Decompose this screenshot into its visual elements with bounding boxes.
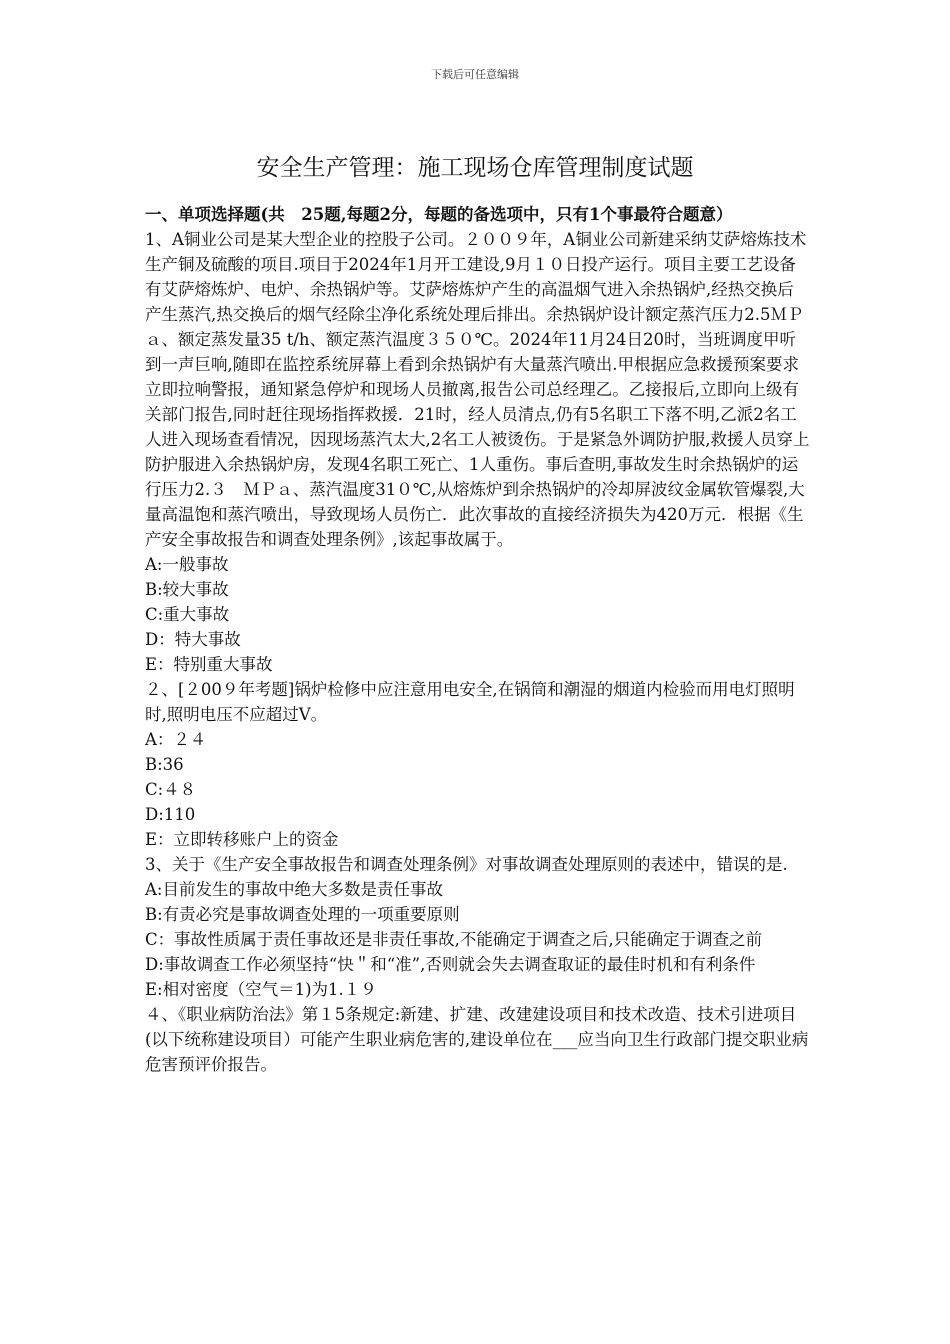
question-1-option-a: A:一般事故 bbox=[145, 555, 229, 574]
section-heading: 一、单项选择题(共 25题,每题2分，每题的备选项中，只有1个事最符合题意） bbox=[145, 205, 733, 224]
question-2-option-d: D:110 bbox=[145, 805, 196, 824]
question-1-option-c: C:重大事故 bbox=[145, 605, 230, 624]
question-2-option-c: C:４８ bbox=[145, 780, 197, 799]
question-1-option-e: E：特别重大事故 bbox=[145, 655, 273, 674]
question-2-option-b: B:36 bbox=[145, 755, 184, 774]
question-3-option-b: B:有责必究是事故调查处理的一项重要原则 bbox=[145, 905, 460, 924]
question-2-stem: ２、[２00９年考题]锅炉检修中应注意用电安全,在锅筒和潮湿的烟道内检验而用电灯照明时,照明电压不应超过V。 bbox=[145, 680, 795, 724]
question-3-stem: 3、关于《生产安全事故报告和调查处理条例》对事故调查处理原则的表述中，错误的是. bbox=[145, 855, 788, 874]
question-1-option-d: D：特大事故 bbox=[145, 630, 241, 649]
question-2-option-e: E：立即转移账户上的资金 bbox=[145, 830, 339, 849]
question-3-option-d: D:事故调查工作必须坚持“快＂和“准”,否则就会失去调查取证的最佳时机和有利条件 bbox=[145, 955, 756, 974]
document-body bbox=[145, 202, 810, 1077]
question-2-option-a: A：２４ bbox=[145, 730, 207, 749]
question-1-stem: 1、A铜业公司是某大型企业的控股子公司。２００９年，A铜业公司新建采纳艾萨熔炼技术生产铜及硫酸的项目.项目于2024年1月开工建设,9月１０日投产运行。项目主要工艺设备有艾萨熔炼炉、电炉、余热锅炉等。艾萨熔炼炉产生的高温烟气进入余热锅炉,经热交换后产生蒸汽,热交换后的烟气经除尘净化系统处理后排出。余热锅炉设计额定蒸汽压力2.5ＭＰａ、额定蒸发量35 t/h、额定蒸汽温度３５０℃。2024年11月24日20时，当班调度甲听到一声巨响,随即在监控系统屏幕上看到余热锅炉有大量蒸汽喷出.甲根据应急救援预案要求立即拉响警报，通知紧急停炉和现场人员撤离,报告公司总经理乙。乙接报后,立即向上级有关部门报告,同时赶往现场指挥救援．21时，经人员清点,仍有5名职工下落不明,乙派2名工人进入现场查看情况，因现场蒸汽太大,2名工人被烫伤。于是紧急外调防护服,救援人员穿上防护服进入余热锅炉房，发现4名职工死亡、1人重伤。事后查明,事故发生时余热锅炉的运行压力2.３ ＭＰａ、蒸汽温度31０℃,从熔炼炉到余热锅炉的冷却屏波纹金属软管爆裂,大量高温饱和蒸汽喷出，导致现场人员伤亡．此次事故的直接经济损失为420万元．根据《生产安全事故报告和调查处理条例》,该起事故属于。 bbox=[145, 230, 810, 549]
question-4-stem: ４、《职业病防治法》第１5条规定:新建、扩建、改建建设项目和技术改造、技术引进项目(以下统称建设项目）可能产生职业病危害的,建设单位在___应当向卫生行政部门提交职业病危害预评价报告。 bbox=[145, 1005, 809, 1074]
question-3-option-e: E:相对密度（空气＝1)为1.１９ bbox=[145, 980, 377, 999]
question-3-option-c: C：事故性质属于责任事故还是非责任事故,不能确定于调查之后,只能确定于调查之前 bbox=[145, 930, 763, 949]
question-1-option-b: B:较大事故 bbox=[145, 580, 229, 599]
document-title: 安全生产管理：施工现场仓库管理制度试题 bbox=[256, 155, 694, 181]
question-3-option-a: A:目前发生的事故中绝大多数是责任事故 bbox=[145, 880, 443, 899]
header-note: 下载后可任意编辑 bbox=[431, 68, 519, 81]
